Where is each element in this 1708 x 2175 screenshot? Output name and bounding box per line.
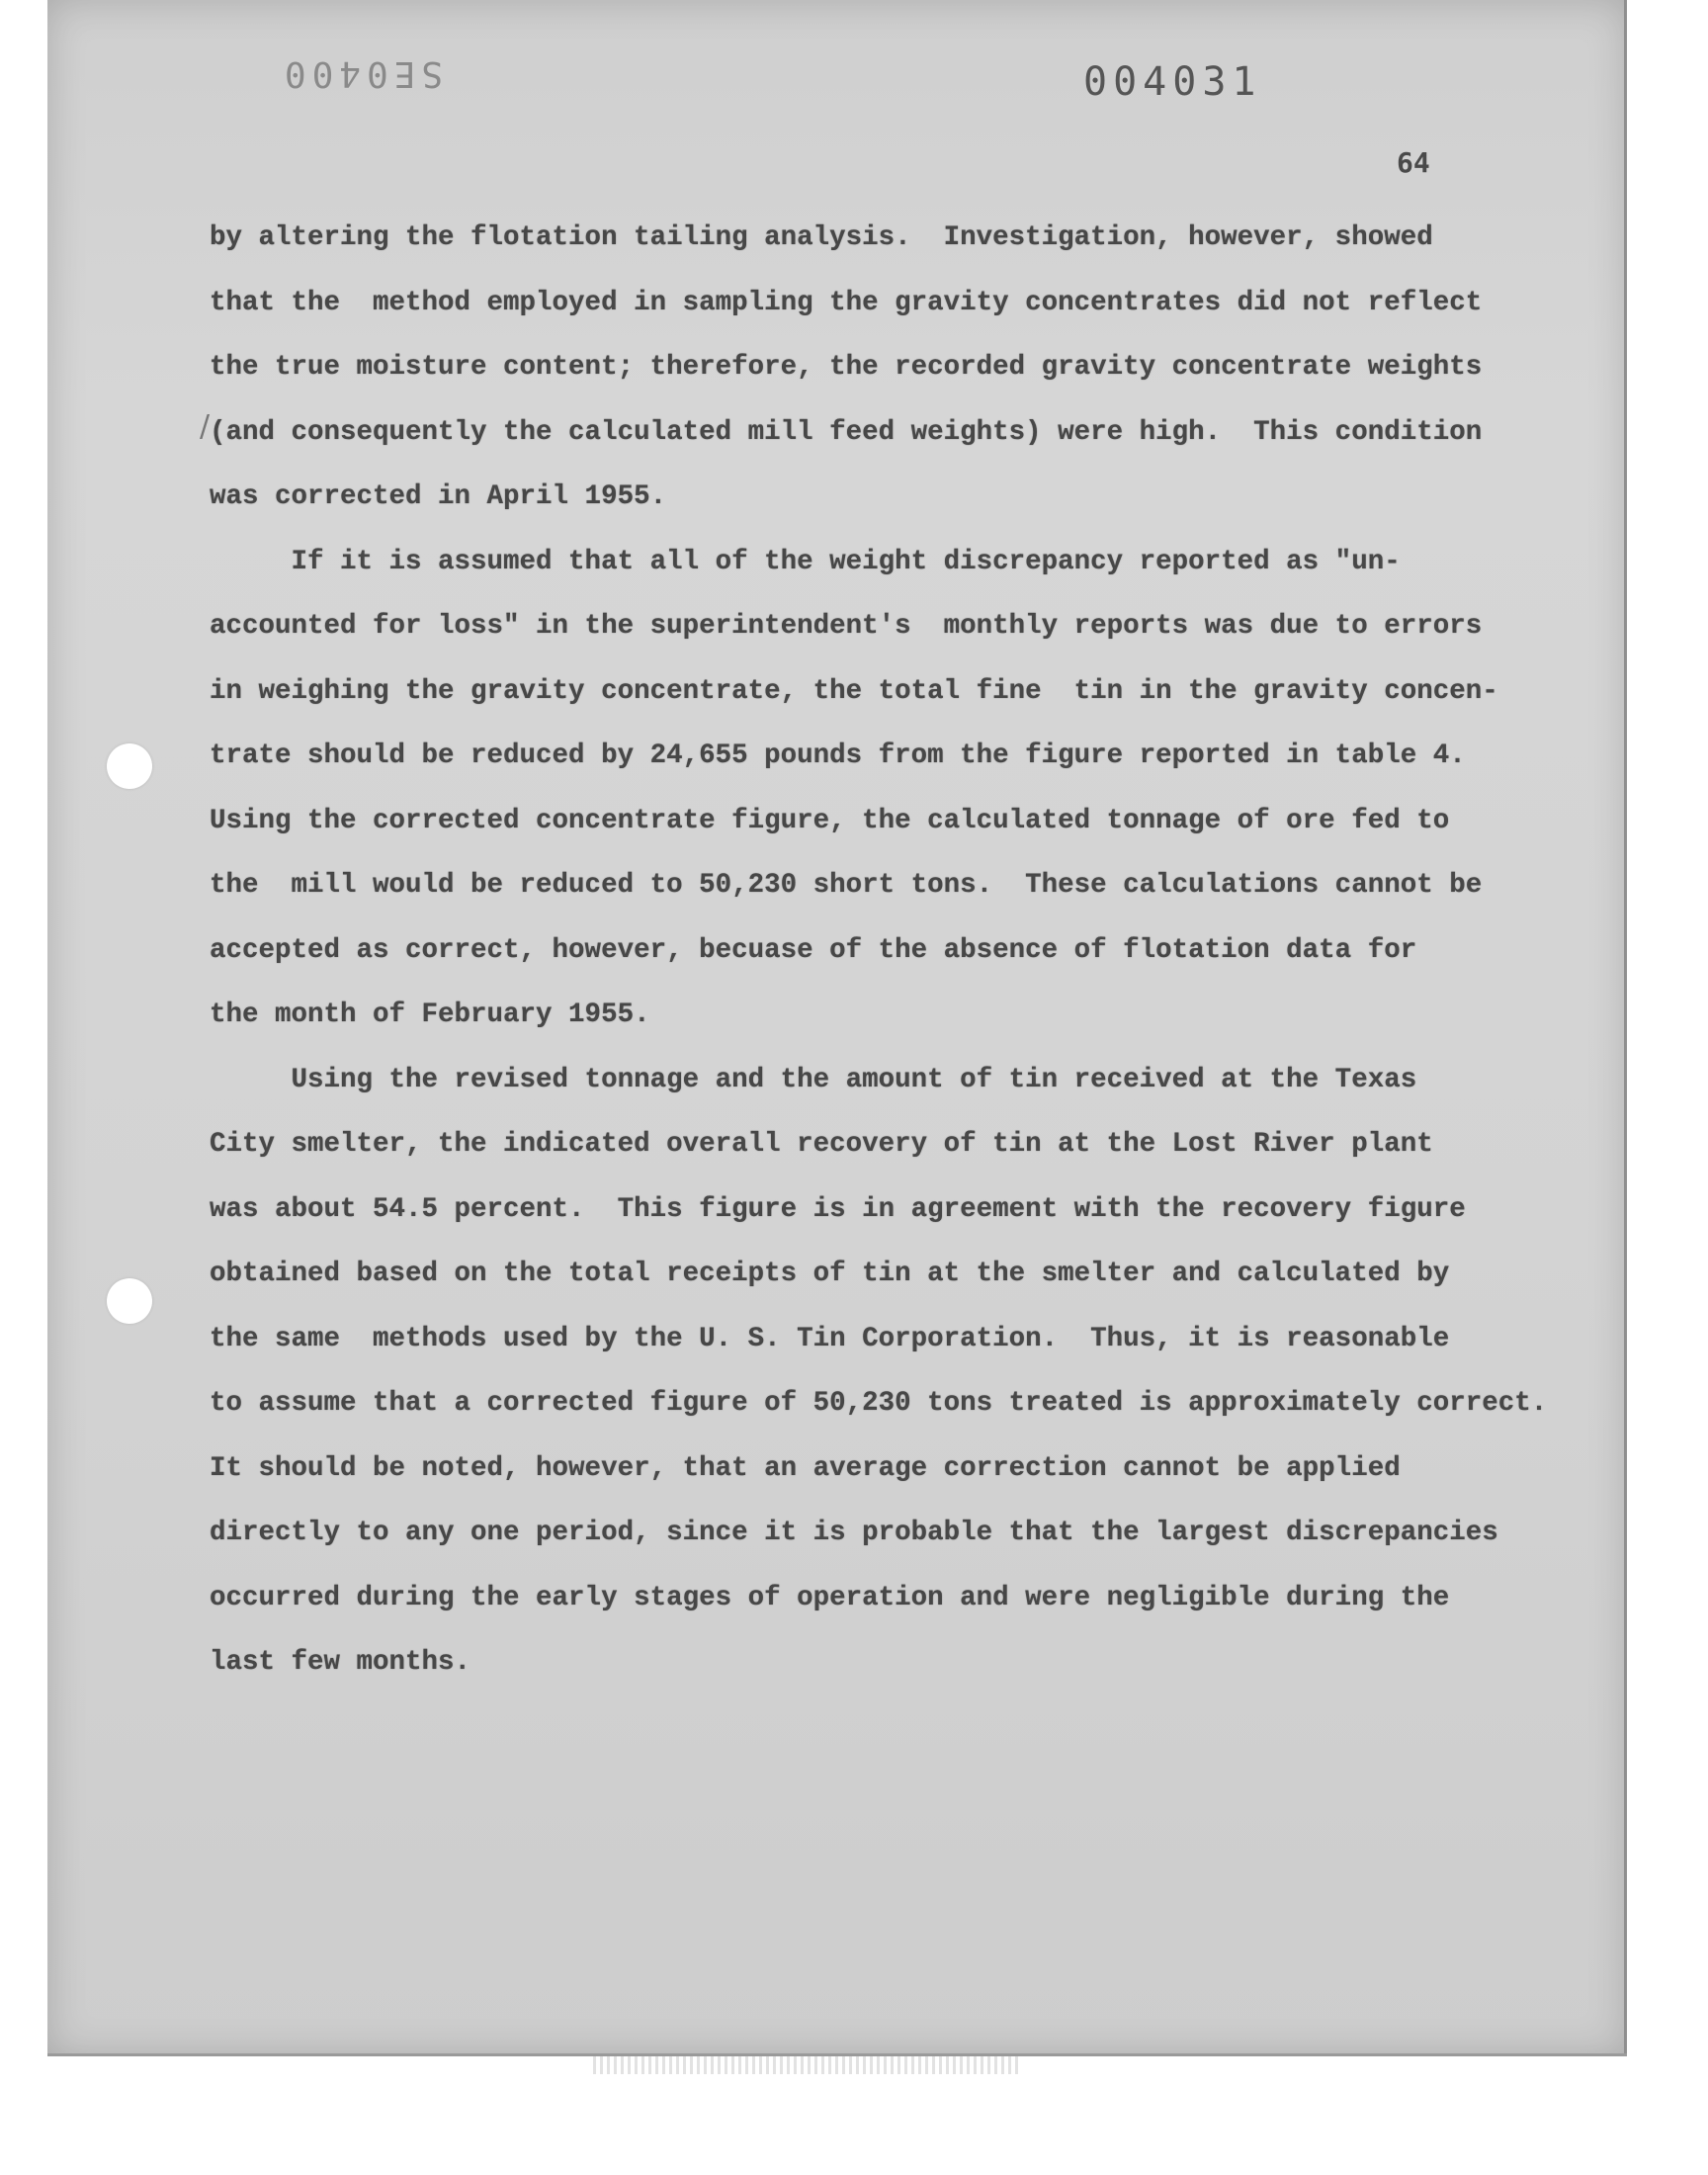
text-line: by altering the flotation tailing analysis. Investigation, however, showed [210,222,1433,253]
document-body [210,206,1574,1696]
text-line: the same methods used by the U. S. Tin Corporation. Thus, it is reasonable [210,1323,1450,1354]
text-line: directly to any one period, since it is probable that the largest discrepancies [210,1518,1498,1548]
text-line: the mill would be reduced to 50,230 short tons. These calculations cannot be [210,870,1483,901]
text-line: accepted as correct, however, becuase of the absence of flotation data for [210,934,1417,966]
paragraph-2 [210,530,1574,1048]
stamp-top-left: SE0400 [279,53,444,94]
text-line: the month of February 1955. [210,1000,650,1030]
text-line: It should be noted, however, that an average correction cannot be applied [210,1452,1401,1484]
text-line: that the method employed in sampling the gravity concentrates did not reflect [210,287,1483,318]
text-line: occurred during the early stages of operation and were negligible during the [210,1582,1450,1613]
text-line: trate should be reduced by 24,655 pounds from the figure reported in table 4. [210,740,1466,771]
page-edge-shadow [1624,0,1627,2056]
text-line: Using the corrected concentrate figure, the calculated tonnage of ore fed to [210,805,1450,836]
stamp-top-right: 004031 [1083,59,1262,105]
margin-mark: / [200,409,211,444]
text-line: was about 54.5 percent. This figure is in agreement with the recovery figure [210,1193,1466,1225]
text-line: was corrected in April 1955. [210,481,667,512]
text-line: accounted for loss" in the superintendent's monthly reports was due to errors [210,611,1483,642]
page-number: 64 [1397,146,1430,179]
paragraph-1 [210,206,1574,530]
text-line: (and consequently the calculated mill feed weights) were high. This condition [210,416,1483,448]
text-line: Using the revised tonnage and the amount of tin received at the Texas [210,1064,1417,1095]
text-line: City smelter, the indicated overall recovery of tin at the Lost River plant [210,1129,1433,1160]
punch-hole [107,1278,152,1324]
text-line: If it is assumed that all of the weight discrepancy reported as "un- [210,546,1401,577]
text-line: obtained based on the total receipts of tin at the smelter and calculated by [210,1259,1450,1289]
text-line: last few months. [210,1647,471,1678]
text-line: in weighing the gravity concentrate, the total fine tin in the gravity concen- [210,675,1498,707]
scan-artifact-strip [593,2056,1018,2074]
paragraph-3 [210,1048,1574,1696]
punch-hole [107,743,152,789]
text-line: the true moisture content; therefore, the recorded gravity concentrate weights [210,352,1483,383]
text-line: to assume that a corrected figure of 50,230 tons treated is approximately correct. [210,1388,1548,1419]
